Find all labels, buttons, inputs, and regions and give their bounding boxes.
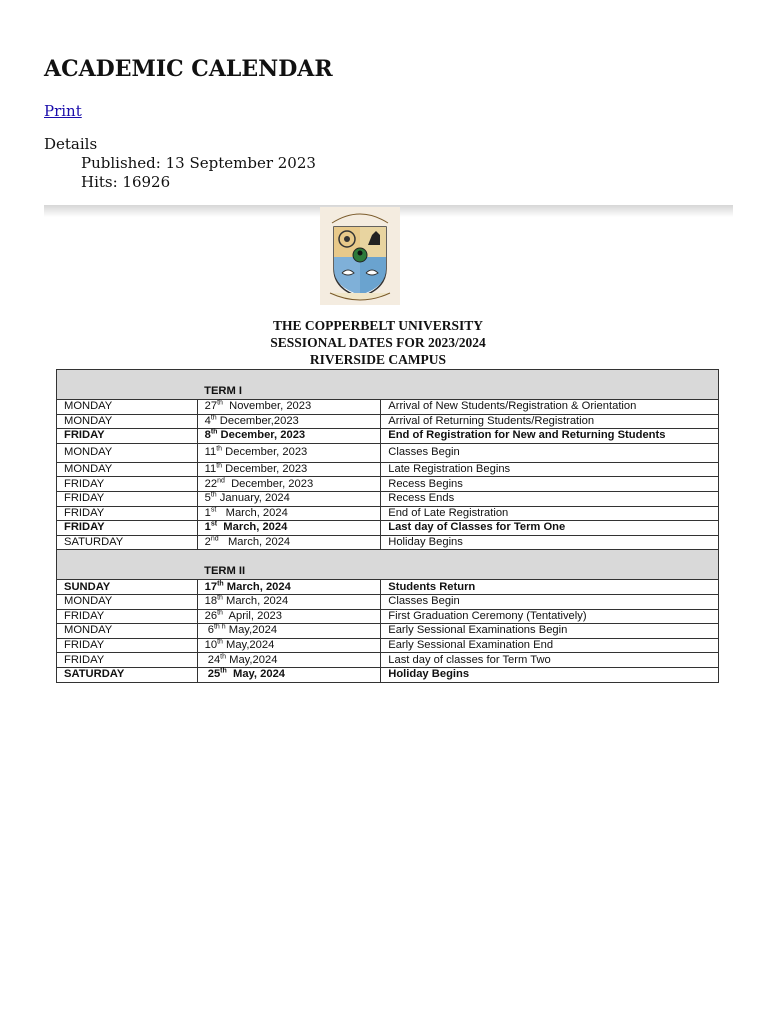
row-date bbox=[197, 462, 381, 477]
date-day-number: 8 bbox=[204, 429, 211, 442]
calendar-row bbox=[57, 667, 719, 682]
row-date bbox=[197, 400, 381, 415]
row-date bbox=[197, 580, 381, 595]
row-date bbox=[197, 609, 381, 624]
row-event: End of Late Registration bbox=[381, 506, 719, 521]
row-event: Recess Begins bbox=[381, 477, 719, 492]
date-month-year: December, 2023 bbox=[217, 429, 306, 442]
calendar-row bbox=[57, 506, 719, 521]
row-day: MONDAY bbox=[57, 414, 198, 429]
date-month-year: March, 2024 bbox=[222, 595, 289, 608]
calendar-row bbox=[57, 521, 719, 536]
row-event: Last day of classes for Term Two bbox=[381, 653, 719, 668]
row-day: SUNDAY bbox=[57, 580, 198, 595]
row-event: Classes Begin bbox=[381, 443, 719, 462]
calendar-row bbox=[57, 580, 719, 595]
date-day-number: 1 bbox=[204, 506, 211, 519]
row-day: FRIDAY bbox=[57, 609, 198, 624]
row-date bbox=[197, 594, 381, 609]
row-date bbox=[197, 491, 381, 506]
published-date: Published: 13 September 2023 bbox=[81, 154, 316, 172]
row-date bbox=[197, 414, 381, 429]
date-ordinal-suffix: th bbox=[217, 399, 223, 407]
date-ordinal-suffix: th bbox=[216, 462, 223, 470]
date-ordinal-suffix: nd bbox=[217, 476, 225, 484]
date-ordinal-suffix: th bbox=[217, 609, 223, 617]
sessional-dates-table bbox=[56, 369, 719, 683]
date-ordinal-suffix: th bbox=[210, 491, 217, 499]
row-day: SATURDAY bbox=[57, 535, 198, 550]
row-date bbox=[197, 624, 381, 639]
row-day: MONDAY bbox=[57, 594, 198, 609]
date-ordinal-suffix: st bbox=[210, 520, 218, 528]
row-date bbox=[197, 443, 381, 462]
date-ordinal-suffix: st bbox=[210, 506, 217, 514]
row-event: Early Sessional Examinations Begin bbox=[381, 624, 719, 639]
date-ordinal-suffix: th bbox=[217, 594, 223, 602]
date-day-number: 1 bbox=[204, 521, 211, 534]
row-date bbox=[197, 638, 381, 653]
row-day: FRIDAY bbox=[57, 506, 198, 521]
date-day-number: 25 bbox=[204, 668, 221, 681]
date-month-year: May, 2024 bbox=[226, 668, 286, 681]
row-event: Arrival of New Students/Registration & Orientation bbox=[381, 400, 719, 415]
date-ordinal-suffix: th bbox=[220, 667, 227, 675]
date-ordinal-suffix: th bbox=[216, 445, 223, 453]
date-month-year: April, 2023 bbox=[222, 609, 282, 622]
row-day: FRIDAY bbox=[57, 653, 198, 668]
calendar-row bbox=[57, 653, 719, 668]
row-event: Holiday Begins bbox=[381, 667, 719, 682]
term-header-row bbox=[57, 550, 719, 580]
row-event: Classes Begin bbox=[381, 594, 719, 609]
calendar-row bbox=[57, 400, 719, 415]
date-ordinal-suffix: th bbox=[220, 652, 227, 660]
calendar-row bbox=[57, 477, 719, 492]
row-date bbox=[197, 521, 381, 536]
term-header-empty bbox=[57, 370, 198, 400]
row-event: Arrival of Returning Students/Registration bbox=[381, 414, 719, 429]
date-day-number: 22 bbox=[204, 477, 218, 490]
row-day: FRIDAY bbox=[57, 521, 198, 536]
calendar-row bbox=[57, 624, 719, 639]
row-event: End of Registration for New and Returning Students bbox=[381, 429, 719, 444]
row-date bbox=[197, 477, 381, 492]
date-month-year: May,2024 bbox=[226, 653, 278, 666]
row-day: MONDAY bbox=[57, 624, 198, 639]
date-month-year: March, 2024 bbox=[217, 521, 288, 534]
row-event: Recess Ends bbox=[381, 491, 719, 506]
date-day-number: 4 bbox=[204, 414, 211, 427]
date-day-number: 2 bbox=[204, 536, 211, 549]
article-details bbox=[44, 135, 316, 192]
date-month-year: May,2024 bbox=[222, 639, 275, 652]
calendar-row bbox=[57, 535, 719, 550]
doc-heading-university: THE COPPERBELT UNIVERSITY bbox=[272, 318, 484, 333]
row-date bbox=[197, 535, 381, 550]
date-month-year: January, 2024 bbox=[216, 492, 290, 505]
date-day-number: 6 bbox=[204, 624, 214, 637]
row-event: Holiday Begins bbox=[381, 535, 719, 550]
row-date bbox=[197, 667, 381, 682]
row-date bbox=[197, 506, 381, 521]
calendar-row bbox=[57, 491, 719, 506]
row-event: Last day of Classes for Term One bbox=[381, 521, 719, 536]
row-date bbox=[197, 653, 381, 668]
row-day: FRIDAY bbox=[57, 638, 198, 653]
row-day: SATURDAY bbox=[57, 667, 198, 682]
term-label: TERM I bbox=[197, 370, 718, 400]
date-day-number: 10 bbox=[204, 639, 218, 652]
date-day-number: 11 bbox=[204, 446, 217, 459]
row-event: First Graduation Ceremony (Tentatively) bbox=[381, 609, 719, 624]
row-day: FRIDAY bbox=[57, 477, 198, 492]
doc-heading-sessional-dates: SESSIONAL DATES FOR 2023/2024 bbox=[270, 335, 486, 350]
calendar-row bbox=[57, 638, 719, 653]
row-day: MONDAY bbox=[57, 400, 198, 415]
term-header-empty bbox=[57, 550, 198, 580]
date-month-year: March, 2024 bbox=[216, 506, 288, 519]
date-ordinal-suffix: th h bbox=[213, 623, 226, 631]
hits-count: Hits: 16926 bbox=[81, 173, 171, 191]
calendar-row bbox=[57, 443, 719, 462]
date-ordinal-suffix: th bbox=[217, 579, 224, 587]
date-day-number: 5 bbox=[204, 492, 211, 505]
row-event: Students Return bbox=[381, 580, 719, 595]
row-day: FRIDAY bbox=[57, 429, 198, 444]
term-label: TERM II bbox=[197, 550, 718, 580]
date-ordinal-suffix: nd bbox=[210, 535, 219, 543]
date-month-year: December, 2023 bbox=[224, 477, 314, 490]
row-day: MONDAY bbox=[57, 462, 198, 477]
date-day-number: 18 bbox=[204, 595, 218, 608]
date-month-year: March, 2024 bbox=[218, 536, 291, 549]
print-link[interactable]: Print bbox=[44, 102, 82, 120]
row-event: Early Sessional Examination End bbox=[381, 638, 719, 653]
university-crest-logo bbox=[320, 207, 400, 305]
date-ordinal-suffix: th bbox=[210, 414, 217, 422]
doc-heading-campus: RIVERSIDE CAMPUS bbox=[309, 352, 447, 367]
details-label: Details bbox=[44, 135, 98, 153]
date-month-year: December, 2023 bbox=[222, 446, 308, 459]
calendar-row bbox=[57, 429, 719, 444]
date-day-number: 27 bbox=[204, 400, 218, 413]
row-date bbox=[197, 429, 381, 444]
calendar-row bbox=[57, 414, 719, 429]
calendar-row bbox=[57, 609, 719, 624]
date-month-year: December,2023 bbox=[216, 414, 299, 427]
date-month-year: March, 2024 bbox=[223, 580, 291, 593]
date-day-number: 26 bbox=[204, 609, 218, 622]
row-day: MONDAY bbox=[57, 443, 198, 462]
date-month-year: December, 2023 bbox=[222, 463, 308, 476]
date-day-number: 17 bbox=[204, 580, 218, 593]
date-ordinal-suffix: th bbox=[210, 428, 218, 436]
date-ordinal-suffix: th bbox=[217, 638, 223, 646]
row-event: Late Registration Begins bbox=[381, 462, 719, 477]
row-day: FRIDAY bbox=[57, 491, 198, 506]
date-month-year: November, 2023 bbox=[222, 400, 312, 413]
term-header-row bbox=[57, 370, 719, 400]
page-title: ACADEMIC CALENDAR bbox=[44, 56, 333, 82]
calendar-row bbox=[57, 594, 719, 609]
date-day-number: 24 bbox=[204, 653, 221, 666]
calendar-row bbox=[57, 462, 719, 477]
date-day-number: 11 bbox=[204, 463, 217, 476]
date-month-year: May,2024 bbox=[225, 624, 278, 637]
